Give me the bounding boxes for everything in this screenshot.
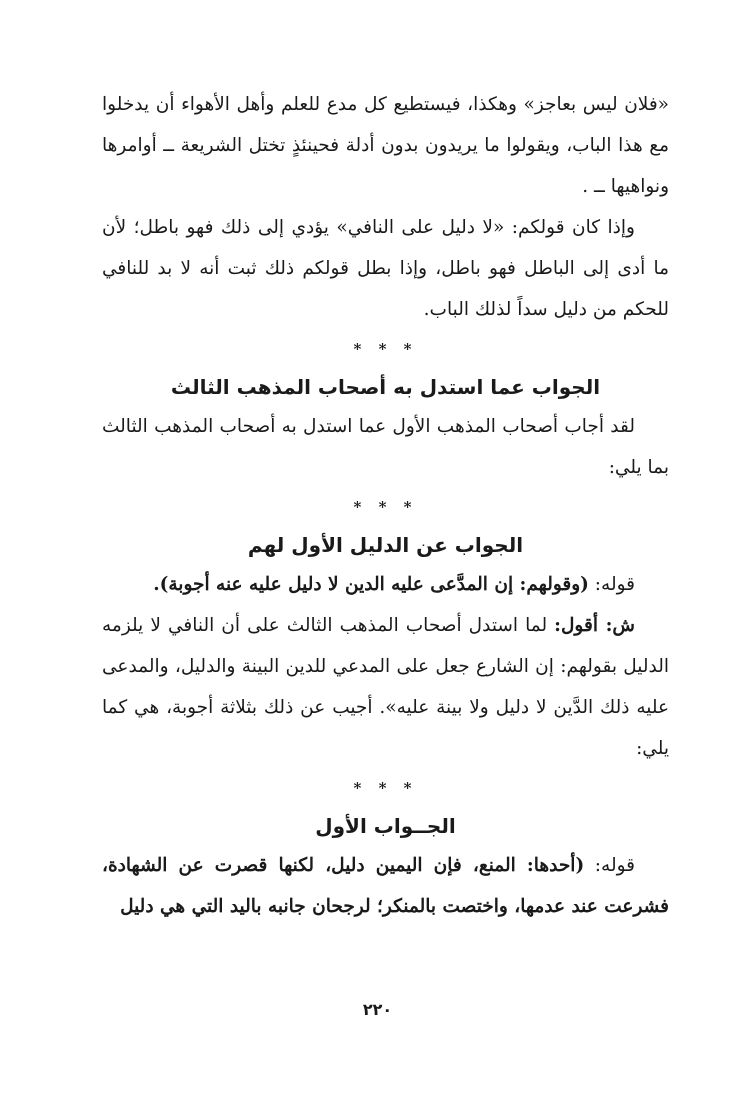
section-heading-2: الجواب عن الدليل الأول لهم	[247, 533, 524, 557]
paragraph-4	[102, 564, 669, 605]
quoted-text: (وقولهم: إن المدَّعى عليه الدين لا دليل عليه عنه أجوبة).	[153, 574, 589, 595]
section-heading-1: الجواب عما استدل به أصحاب المذهب الثالث	[170, 375, 601, 399]
separator-stars-1: * * *	[353, 340, 418, 358]
paragraph-1: «فلان ليس بعاجز» وهكذا، فيستطيع كل مدع للعلم وأهل الأهواء أن يدخلوا مع هذا الباب، ويقولوا ما يريدون بدون أدلة فحينئذٍ تختل الشريعة ــ أوامرها ونواهيها ــ .	[102, 94, 669, 197]
paragraph-2: وإذا كان قولكم: «لا دليل على النافي» يؤدي إلى ذلك فهو باطل؛ لأن ما أدى إلى الباطل فهو باطل، وإذا بطل قولكم ذلك ثبت أنه لا بد للنافي للحكم من دليل سداً لذلك الباب.	[102, 217, 669, 320]
paragraph-5	[102, 605, 669, 769]
paragraph-6	[102, 845, 669, 927]
commentary-lead: أقول:	[554, 615, 598, 636]
quote-prefix: قوله:	[588, 574, 635, 595]
commentary-text: لما استدل أصحاب المذهب الثالث على أن النافي لا يلزمه الدليل بقولهم: إن الشارع جعل على المدعي للدين البينة والدليل، والمدعى عليه ذلك الدَّين لا دليل ولا بينة عليه». أجيب عن ذلك بثلاثة أجوبة، هي كما يلي:	[102, 615, 669, 759]
paragraph-3: لقد أجاب أصحاب المذهب الأول عما استدل به أصحاب المذهب الثالث بما يلي:	[102, 416, 669, 478]
separator-stars-2: * * *	[353, 498, 418, 516]
page-body	[102, 84, 669, 927]
quoted-text-2: (أحدها: المنع، فإن اليمين دليل، لكنها قصرت عن الشهادة، فشرعت عند عدمها، واختصت بالمنكر؛ لرجحان جانبه باليد التي هي دليل	[102, 855, 669, 917]
separator-stars-3: * * *	[353, 779, 418, 797]
quote-prefix-2: قوله:	[584, 855, 635, 876]
page-number: ٢٢٠	[362, 1000, 393, 1019]
section-heading-3: الجــواب الأول	[315, 814, 456, 838]
commentary-prefix: ش:	[597, 615, 636, 636]
